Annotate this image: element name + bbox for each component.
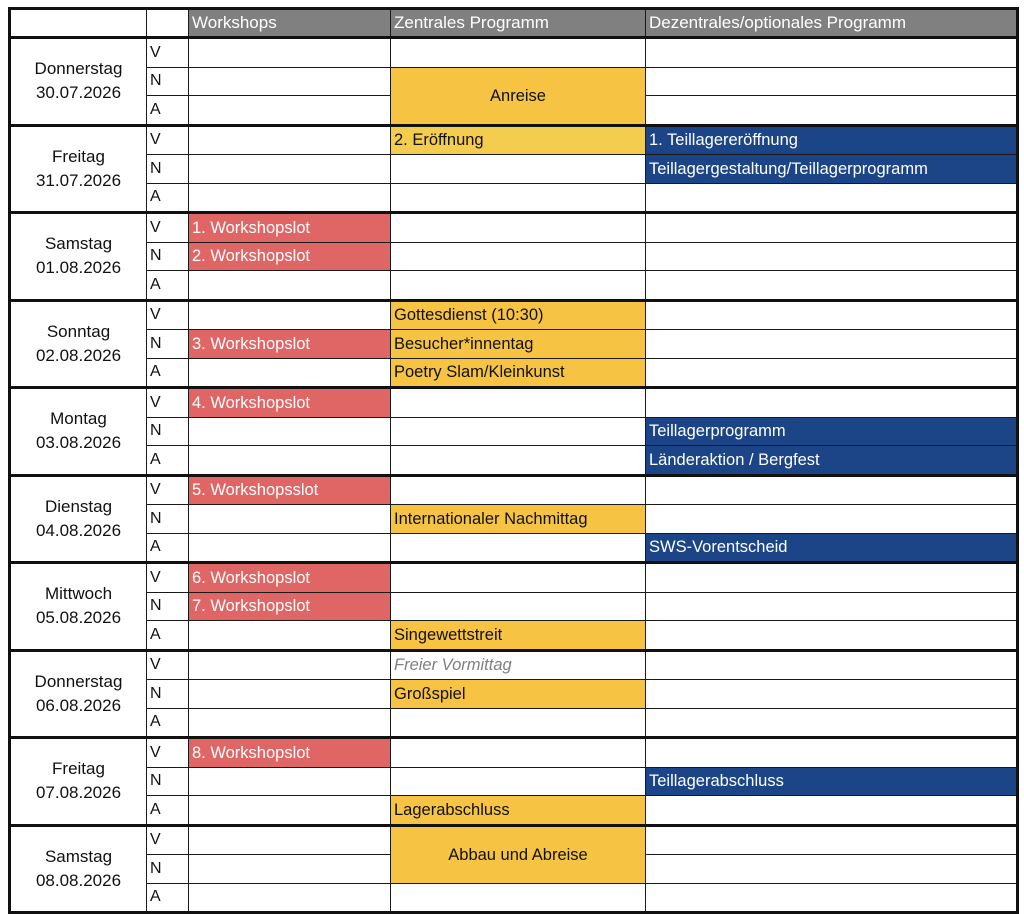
decentral-cell (646, 883, 1018, 913)
central-entry: Singewettstreit (391, 621, 646, 651)
date: 06.08.2026 (35, 695, 122, 715)
slot-label: N (147, 680, 189, 709)
workshop-entry: 8. Workshopslot (189, 738, 391, 768)
workshop-entry: 5. Workshopsslot (189, 475, 391, 505)
workshop-entry: 4. Workshopslot (189, 388, 391, 418)
date: 07.08.2026 (35, 783, 122, 803)
weekday: Donnerstag (34, 671, 123, 691)
workshop-cell (189, 825, 391, 855)
day-label (10, 825, 147, 913)
row-d8-a (10, 796, 1018, 826)
header-decentral: Dezentrales/optionales Programm (646, 9, 1018, 38)
slot-label: N (147, 505, 189, 534)
workshop-cell (189, 680, 391, 709)
weekday: Samstag (44, 846, 113, 866)
header-workshops: Workshops (189, 9, 391, 38)
decentral-cell (646, 738, 1018, 768)
date: 01.08.2026 (35, 258, 122, 278)
decentral-cell (646, 183, 1018, 213)
central-entry: Poetry Slam/Kleinkunst (391, 358, 646, 388)
decentral-cell (646, 708, 1018, 738)
row-d0-n (10, 67, 1018, 96)
decentral-cell (646, 680, 1018, 709)
slot-label: V (147, 738, 189, 768)
slot-label: V (147, 825, 189, 855)
row-d5-n (10, 505, 1018, 534)
weekday: Dienstag (44, 496, 113, 516)
decentral-entry: Länderaktion / Bergfest (646, 446, 1018, 476)
workshop-cell (189, 183, 391, 213)
central-cell (391, 883, 646, 913)
central-cell (391, 213, 646, 243)
slot-label: N (147, 417, 189, 446)
row-d7-n (10, 680, 1018, 709)
decentral-entry: Teillagerprogramm (646, 417, 1018, 446)
central-cell (391, 417, 646, 446)
workshop-cell (189, 650, 391, 680)
decentral-cell (646, 300, 1018, 330)
slot-label: N (147, 155, 189, 184)
weekday: Mittwoch (44, 584, 113, 604)
header-day (10, 9, 147, 38)
central-entry: Anreise (391, 67, 646, 125)
central-entry: Besucher*innentag (391, 330, 646, 359)
decentral-cell (646, 505, 1018, 534)
row-d3-a (10, 358, 1018, 388)
row-d5-v (10, 475, 1018, 505)
slot-label: V (147, 125, 189, 155)
row-d3-v (10, 300, 1018, 330)
row-d1-v (10, 125, 1018, 155)
workshop-cell (189, 533, 391, 563)
slot-label: V (147, 388, 189, 418)
central-cell (391, 738, 646, 768)
decentral-cell (646, 388, 1018, 418)
central-cell (391, 183, 646, 213)
slot-label: A (147, 358, 189, 388)
row-d9-v (10, 825, 1018, 855)
decentral-cell (646, 563, 1018, 593)
decentral-entry: SWS-Vorentscheid (646, 533, 1018, 563)
weekday: Samstag (44, 234, 113, 254)
header-slot (147, 9, 189, 38)
weekday: Sonntag (46, 321, 111, 341)
row-d9-a (10, 883, 1018, 913)
central-cell (391, 475, 646, 505)
slot-label: A (147, 533, 189, 563)
row-d4-a (10, 446, 1018, 476)
workshop-cell (189, 271, 391, 301)
decentral-cell (646, 271, 1018, 301)
central-entry: Lagerabschluss (391, 796, 646, 826)
central-cell (391, 271, 646, 301)
central-entry: Internationaler Nachmittag (391, 505, 646, 534)
row-d1-n (10, 155, 1018, 184)
row-d4-v (10, 388, 1018, 418)
central-cell (391, 592, 646, 621)
date: 30.07.2026 (35, 83, 122, 103)
row-d2-a (10, 271, 1018, 301)
decentral-cell (646, 621, 1018, 651)
slot-label: N (147, 330, 189, 359)
date: 08.08.2026 (35, 870, 122, 890)
workshop-cell (189, 708, 391, 738)
date: 02.08.2026 (35, 345, 122, 365)
slot-label: N (147, 67, 189, 96)
day-label (10, 738, 147, 826)
row-d8-n (10, 767, 1018, 796)
workshop-cell (189, 505, 391, 534)
row-d8-v (10, 738, 1018, 768)
workshop-cell (189, 155, 391, 184)
date: 03.08.2026 (35, 433, 122, 453)
slot-label: A (147, 183, 189, 213)
workshop-entry: 3. Workshopslot (189, 330, 391, 359)
workshop-cell (189, 96, 391, 126)
day-label (10, 125, 147, 213)
slot-label: A (147, 796, 189, 826)
row-d0-v (10, 38, 1018, 68)
day-label (10, 388, 147, 476)
schedule-table (8, 7, 1019, 914)
row-d6-n (10, 592, 1018, 621)
workshop-cell (189, 767, 391, 796)
decentral-cell (646, 96, 1018, 126)
workshop-cell (189, 855, 391, 884)
decentral-cell (646, 330, 1018, 359)
central-cell (391, 38, 646, 68)
central-cell (391, 446, 646, 476)
central-cell (391, 563, 646, 593)
central-entry: Großspiel (391, 680, 646, 709)
slot-label: N (147, 855, 189, 884)
workshop-cell (189, 883, 391, 913)
header-central: Zentrales Programm (391, 9, 646, 38)
slot-label: V (147, 563, 189, 593)
row-d6-a (10, 621, 1018, 651)
weekday: Montag (50, 409, 107, 429)
workshop-cell (189, 417, 391, 446)
weekday: Freitag (52, 759, 105, 779)
workshop-entry: 2. Workshopslot (189, 242, 391, 271)
date: 31.07.2026 (35, 170, 122, 190)
day-label (10, 38, 147, 126)
day-label (10, 300, 147, 388)
central-cell (391, 767, 646, 796)
decentral-cell (646, 358, 1018, 388)
slot-label: V (147, 475, 189, 505)
decentral-cell (646, 650, 1018, 680)
workshop-cell (189, 621, 391, 651)
decentral-entry: Teillagergestaltung/Teillagerprogramm (646, 155, 1018, 184)
slot-label: V (147, 650, 189, 680)
decentral-cell (646, 592, 1018, 621)
decentral-cell (646, 242, 1018, 271)
slot-label: A (147, 883, 189, 913)
weekday: Freitag (52, 146, 105, 166)
workshop-cell (189, 300, 391, 330)
row-d2-n (10, 242, 1018, 271)
row-d5-a (10, 533, 1018, 563)
workshop-entry: 7. Workshopslot (189, 592, 391, 621)
central-cell (391, 708, 646, 738)
central-cell (391, 388, 646, 418)
day-label (10, 213, 147, 301)
slot-label: A (147, 446, 189, 476)
decentral-cell (646, 67, 1018, 96)
workshop-entry: 6. Workshopslot (189, 563, 391, 593)
row-d2-v (10, 213, 1018, 243)
day-label (10, 563, 147, 651)
central-cell (391, 155, 646, 184)
date: 04.08.2026 (35, 520, 122, 540)
central-entry: Freier Vormittag (391, 650, 646, 680)
central-entry: Abbau und Abreise (391, 825, 646, 883)
decentral-cell (646, 855, 1018, 884)
workshop-cell (189, 38, 391, 68)
workshop-cell (189, 796, 391, 826)
row-d7-a (10, 708, 1018, 738)
decentral-entry: 1. Teillagereröffnung (646, 125, 1018, 155)
decentral-entry: Teillagerabschluss (646, 767, 1018, 796)
row-d3-n (10, 330, 1018, 359)
slot-label: N (147, 242, 189, 271)
workshop-cell (189, 67, 391, 96)
workshop-entry: 1. Workshopslot (189, 213, 391, 243)
slot-label: A (147, 621, 189, 651)
decentral-cell (646, 825, 1018, 855)
slot-label: N (147, 767, 189, 796)
decentral-cell (646, 796, 1018, 826)
row-d4-n (10, 417, 1018, 446)
slot-label: A (147, 708, 189, 738)
workshop-cell (189, 446, 391, 476)
slot-label: A (147, 271, 189, 301)
decentral-cell (646, 38, 1018, 68)
workshop-cell (189, 358, 391, 388)
day-label (10, 475, 147, 563)
weekday: Donnerstag (34, 59, 123, 79)
workshop-cell (189, 125, 391, 155)
decentral-cell (646, 213, 1018, 243)
central-entry: Gottesdienst (10:30) (391, 300, 646, 330)
central-cell (391, 533, 646, 563)
row-d7-v (10, 650, 1018, 680)
date: 05.08.2026 (35, 608, 122, 628)
day-label (10, 650, 147, 738)
row-d1-a (10, 183, 1018, 213)
central-entry: 2. Eröffnung (391, 125, 646, 155)
slot-label: N (147, 592, 189, 621)
row-d6-v (10, 563, 1018, 593)
slot-label: V (147, 38, 189, 68)
slot-label: A (147, 96, 189, 126)
header-row (10, 9, 1018, 38)
slot-label: V (147, 213, 189, 243)
slot-label: V (147, 300, 189, 330)
central-cell (391, 242, 646, 271)
decentral-cell (646, 475, 1018, 505)
